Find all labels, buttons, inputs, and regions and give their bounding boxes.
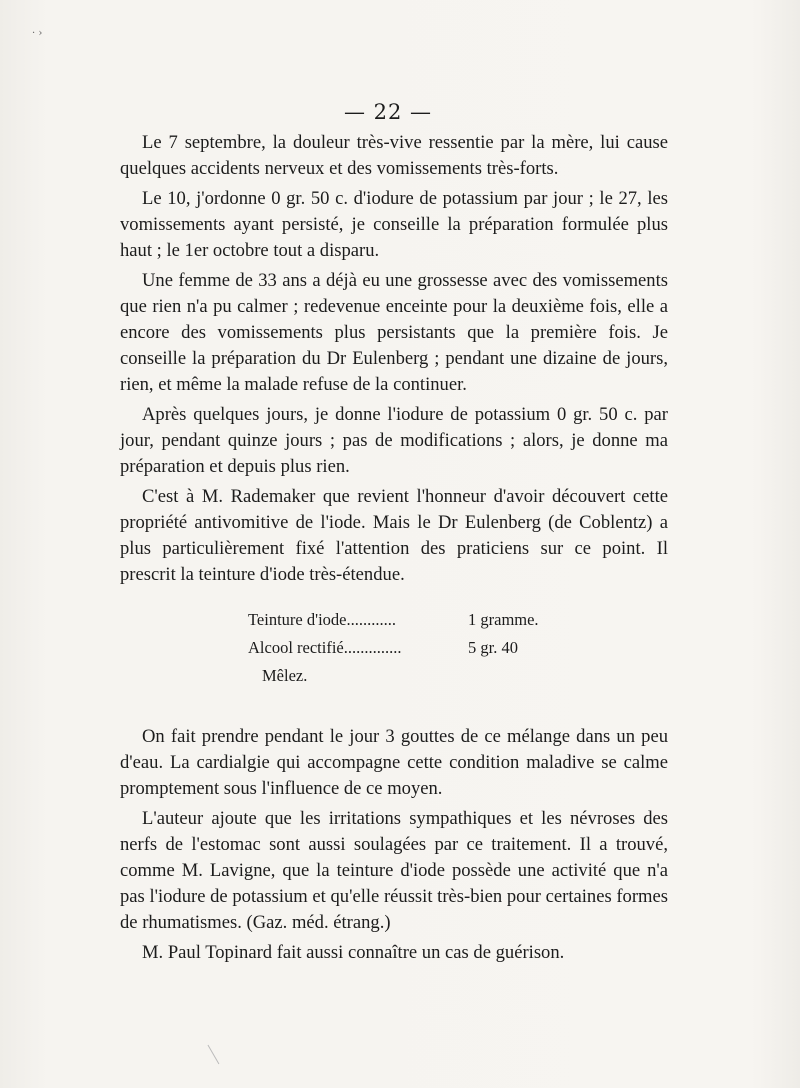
recipe-line xyxy=(120,606,668,634)
paragraph: L'auteur ajoute que les irritations sympathiques et les névroses des nerfs de l'estomac sont aussi soulagées par ce traitement. Il a trouvé, comme M. Lavigne, que la teinture d'iode possède une activité que n'a pas l'iodure de potassium et qu'elle réussit très-bien pour certaines formes de rhumatismes. (Gaz. méd. étrang.) xyxy=(120,808,668,933)
recipe xyxy=(120,606,668,690)
paragraph: Après quelques jours, je donne l'iodure de potassium 0 gr. 50 c. par jour, pendant quinze jours ; pas de modifications ; alors, je donne ma préparation et depuis plus rien. xyxy=(120,404,668,477)
recipe-quantity: 5 gr. 40 xyxy=(468,638,518,657)
pencil-mark xyxy=(208,1038,232,1065)
paragraph: Le 7 septembre, la douleur très-vive ressentie par la mère, lui cause quelques accidents nerveux et des vomissements très-forts. xyxy=(120,132,668,179)
paragraph: C'est à M. Rademaker que revient l'honneur d'avoir découvert cette propriété antivomitive de l'iode. Mais le Dr Eulenberg (de Coblentz) a plus particulièrement fixé l'attention des praticiens sur ce point. Il prescrit la teinture d'iode très-étendue. xyxy=(120,486,668,585)
recipe-line xyxy=(120,662,668,690)
bottom-section xyxy=(120,724,668,966)
paragraph: M. Paul Topinard fait aussi connaître un cas de guérison. xyxy=(142,942,565,963)
recipe-ingredient: Teinture d'iode............ xyxy=(248,610,396,629)
paragraph: On fait prendre pendant le jour 3 gouttes de ce mélange dans un peu d'eau. La cardialgie qui accompagne cette condition maladive se calme promptement sous l'influence de ce moyen. xyxy=(120,726,668,799)
recipe-line xyxy=(120,634,668,662)
recipe-quantity: 1 gramme. xyxy=(468,610,539,629)
paragraph: Le 10, j'ordonne 0 gr. 50 c. d'iodure de potassium par jour ; le 27, les vomissements ayant persisté, je conseille la préparation formulée plus haut ; le 1er octobre tout a disparu. xyxy=(120,188,668,261)
recipe-ingredient: Alcool rectifié.............. xyxy=(248,638,402,657)
body-text xyxy=(120,130,668,970)
recipe-instruction: Mêlez. xyxy=(262,666,308,685)
page-number: — 22 — xyxy=(343,100,433,124)
corner-mark: · › xyxy=(32,28,43,39)
paragraph: Une femme de 33 ans a déjà eu une grossesse avec des vomissements que rien n'a pu calmer ; redevenue enceinte pour la deuxième fois, elle a encore des vomissements plus persistants que la première fois. Je conseille la préparation du Dr Eulenberg ; pendant une dizaine de jours, rien, et même la malade refuse de la continuer. xyxy=(120,270,668,395)
